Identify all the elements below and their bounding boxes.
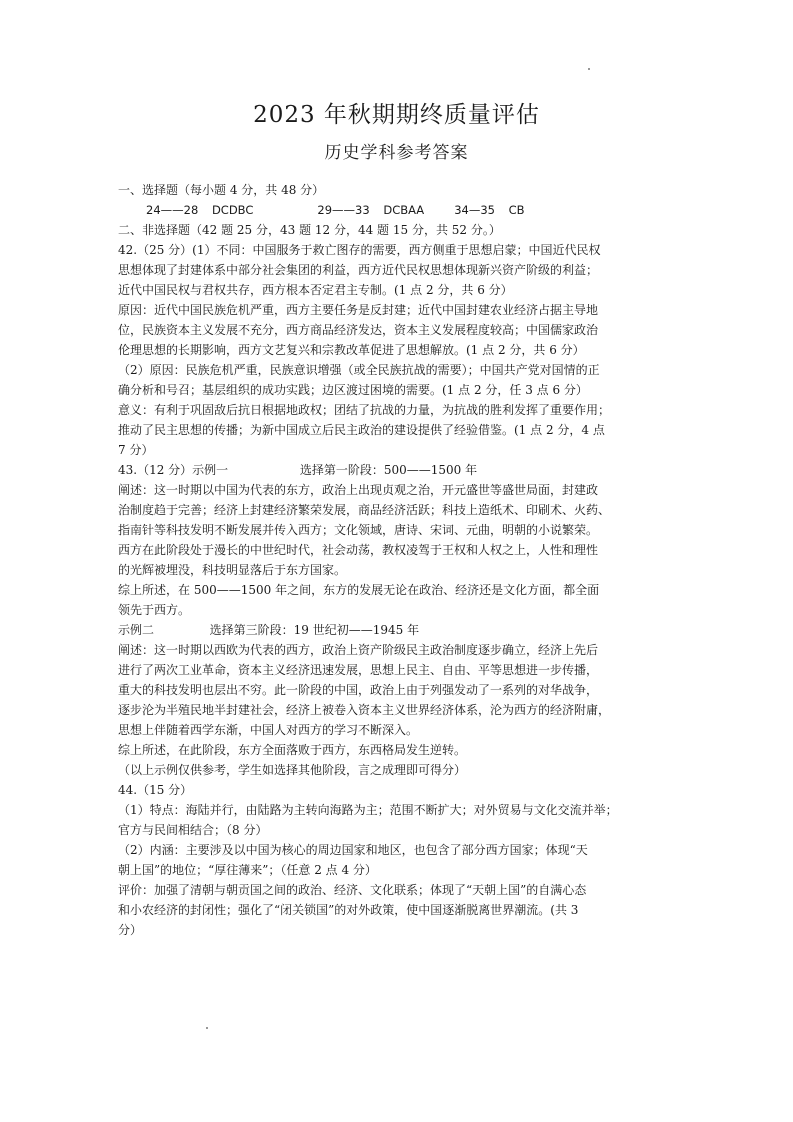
page-title: 2023 年秋期期终质量评估 <box>253 102 540 128</box>
q43-ex2-heading <box>118 620 690 640</box>
q43-ex2-line: （以上示例仅供参考，学生如选择其他阶段，言之成理即可得分） <box>118 763 467 777</box>
q43-number-example: 43.（12 分）示例一 <box>118 463 229 477</box>
q43-ex2-line: 综上所述，在此阶段，东方全面落败于西方，东西格局发生逆转。 <box>118 743 467 757</box>
answer-content <box>118 180 690 940</box>
q42-line: 位，民族资本主义发展不充分，西方商品经济发达，资本主义发展程度较高；中国儒家政治 <box>118 323 599 337</box>
scan-speck <box>588 68 590 70</box>
mc-range: 29——33 <box>317 203 370 217</box>
q44-line: 分） <box>118 923 143 937</box>
q43-ex1-line: 综上所述，在 500——1500 年之间，东方的发展无论在政治、经济还是文化方面，都全面 <box>118 583 600 597</box>
section1-heading: 一、选择题（每小题 4 分，共 48 分） <box>118 183 325 197</box>
page-subtitle: 历史学科参考答案 <box>324 143 469 163</box>
mc-range: 24——28 <box>146 203 199 217</box>
q44-line: （2）内涵：主要涉及以中国为核心的周边国家和地区，也包含了部分西方国家；体现“天 <box>118 843 588 857</box>
scan-speck <box>206 1027 208 1029</box>
section2-heading: 二、非选择题（42 题 25 分，43 题 12 分，44 题 15 分，共 52 分。） <box>118 223 501 237</box>
q44-heading: 44.（15 分） <box>118 783 193 797</box>
q43-ex2-line: 重大的科技发明也层出不穷。此一阶段的中国，政治上由于列强发动了一系列的对华战争， <box>118 683 599 697</box>
q42-line: （2）原因：民族危机严重，民族意识增强（或全民族抗战的需要）；中国共产党对国情的正 <box>118 363 600 377</box>
q43-ex2-line: 思想上伴随着西学东渐，中国人对西方的学习不断深入。 <box>118 723 419 737</box>
q43-answer <box>118 460 690 780</box>
mc-answers: DCBAA <box>383 203 425 217</box>
q42-line: 意义：有利于巩固敌后抗日根据地政权；团结了抗战的力量，为抗战的胜利发挥了重要作用； <box>118 403 611 417</box>
q44-line: 朝上国”的地位；“厚往薄来”；（任意 2 点 4 分） <box>118 863 377 877</box>
q42-line: 推动了民主思想的传播；为新中国成立后民主政治的建设提供了经验借鉴。(1 点 2 分，4 点 <box>118 423 605 437</box>
q42-line: 伦理思想的长期影响，西方文艺复兴和宗教改革促进了思想解放。(1 点 2 分，共 6 分） <box>118 343 585 357</box>
q44-line: 和小农经济的封闭性；强化了“闭关锁国”的对外政策，使中国逐渐脱离世界潮流。(共 3 <box>118 903 579 917</box>
q44-line: 评价：加强了清朝与朝贡国之间的政治、经济、文化联系；体现了“天朝上国”的自满心态 <box>118 883 587 897</box>
q43-ex2-line: 进行了两次工业革命，资本主义经济迅速发展，思想上民主、自由、平等思想进一步传播， <box>118 663 599 677</box>
q43-heading <box>118 460 690 480</box>
mc-group-3 <box>454 200 524 220</box>
q42-line: 近代中国民权与君权共存，西方根本否定君主专制。(1 点 2 分，共 6 分） <box>118 283 513 297</box>
q43-ex1-line: 指南针等科技发明不断发展并传入西方；文化领域，唐诗、宋词、元曲，明朝的小说繁荣。 <box>118 523 599 537</box>
q42-line: 思想体现了封建体系中部分社会集团的利益，西方近代民权思想体现新兴资产阶级的利益； <box>118 263 599 277</box>
mc-range: 34—35 <box>454 203 495 217</box>
q43-ex2-line: 阐述：这一时期以西欧为代表的西方，政治上资产阶级民主政治制度逐步确立，经济上先后 <box>118 643 599 657</box>
mc-group-2 <box>317 200 424 220</box>
mc-group-1 <box>146 200 253 220</box>
q42-line: 7 分） <box>118 443 154 457</box>
q42-line: 42.（25 分）(1）不同：中国服务于救亡图存的需要，西方侧重于思想启蒙；中国近代民权 <box>118 243 601 257</box>
q43-ex1-line: 西方在此阶段处于漫长的中世纪时代，社会动荡，教权凌驾于王权和人权之上，人性和理性 <box>118 543 599 557</box>
q44-line: （1）特点：海陆并行，由陆路为主转向海路为主；范围不断扩大；对外贸易与文化交流并举； <box>118 803 618 817</box>
q44-line: 官方与民间相结合；（8 分） <box>118 823 268 837</box>
q43-ex2-stage: 选择第三阶段：19 世纪初——1945 年 <box>209 623 420 637</box>
multiple-choice-answers <box>118 200 690 220</box>
q43-ex1-line: 的光辉被埋没，科技明显落后于东方国家。 <box>118 563 347 577</box>
mc-answers: DCDBC <box>211 203 254 217</box>
q42-line: 确分析和号召；基层组织的成功实践；边区渡过困境的需要。(1 点 2 分，任 3 点 6 分） <box>118 383 588 397</box>
q43-ex1-line: 治制度趋于完善；经济上封建经济繁荣发展，商品经济活跃；科技上造纸术、印刷术、火药、 <box>118 503 611 517</box>
q43-ex2-line: 逐步沦为半殖民地半封建社会，经济上被卷入资本主义世界经济体系，沦为西方的经济附庸， <box>118 703 611 717</box>
q42-line: 原因：近代中国民族危机严重，西方主要任务是反封建；近代中国封建农业经济占据主导地 <box>118 303 599 317</box>
q42-answer <box>118 240 690 460</box>
mc-answers: CB <box>508 203 525 217</box>
q43-ex1-line: 领先于西方。 <box>118 603 191 617</box>
q43-ex2-label: 示例二 <box>118 623 155 637</box>
q44-answer <box>118 780 690 940</box>
q43-stage-choice: 选择第一阶段：500——1500 年 <box>299 463 478 477</box>
q43-ex1-line: 阐述：这一时期以中国为代表的东方，政治上出现贞观之治，开元盛世等盛世局面，封建政 <box>118 483 599 497</box>
